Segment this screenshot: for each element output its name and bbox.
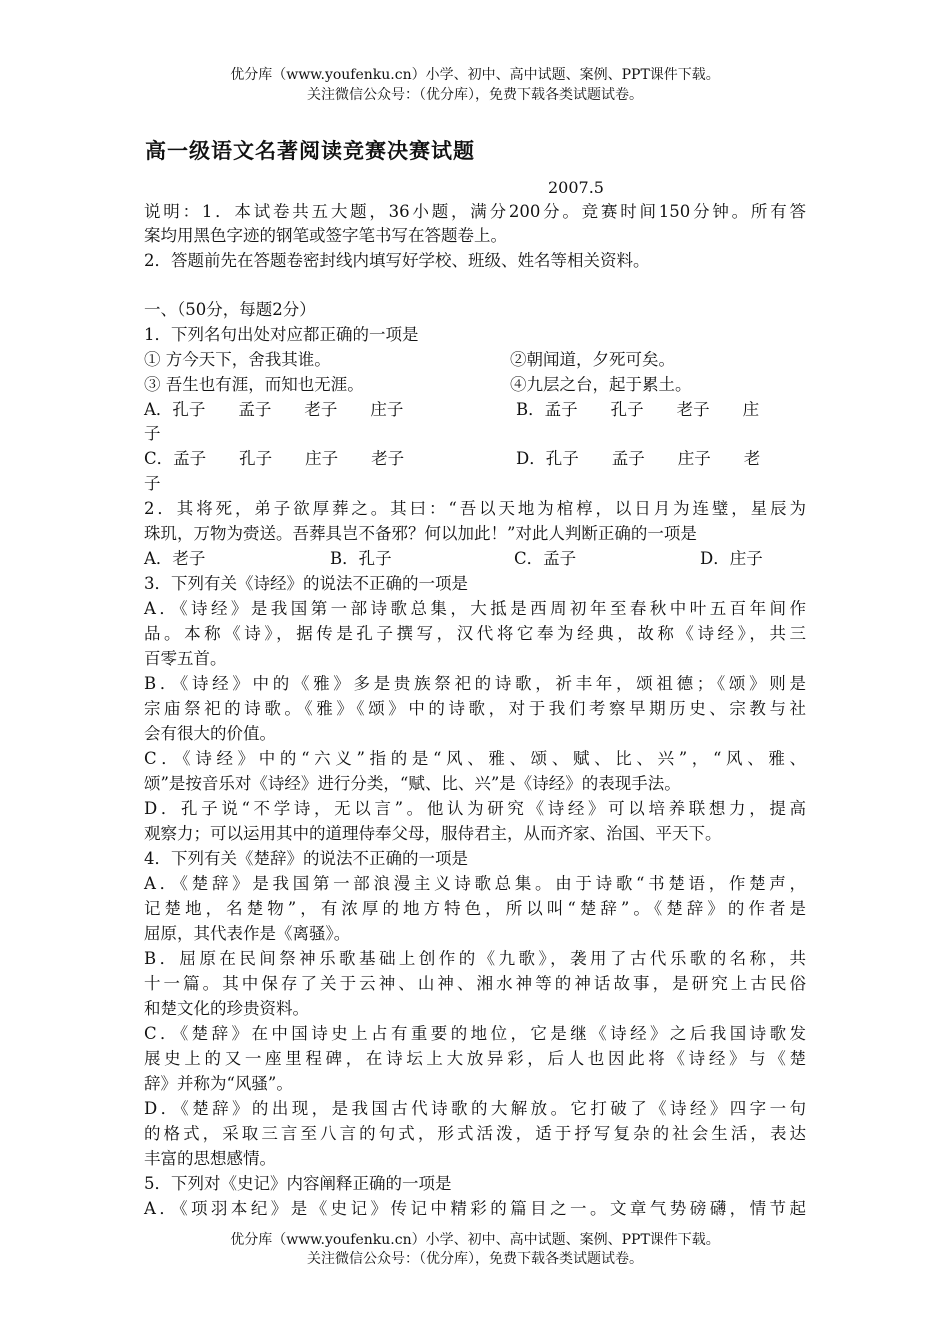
q2-option-b: B．孔子 bbox=[330, 549, 392, 568]
q4-line: 屈原，其代表作是《离骚》。 bbox=[144, 924, 351, 943]
q4-line: 记楚地，名楚物”，有浓厚的地方特色，所以叫“楚辞”。《楚辞》的作者是 bbox=[144, 899, 806, 918]
q4-line: B．屈原在民间祭神乐歌基础上创作的《九歌》，袭用了古代乐歌的名称，共 bbox=[144, 949, 806, 968]
q1-item-4: ④九层之台，起于累土。 bbox=[510, 375, 692, 394]
q3-line: 颂”是按音乐对《诗经》进行分类，“赋、比、兴”是《诗经》的表现手法。 bbox=[144, 774, 681, 793]
q1-items-row-2 bbox=[144, 373, 806, 397]
q3-stem: 3．下列有关《诗经》的说法不正确的一项是 bbox=[144, 574, 468, 593]
q5-line: A．《项羽本纪》是《史记》传记中精彩的篇目之一。文章气势磅礴，情节起 bbox=[144, 1199, 806, 1218]
q2-option-d: D．庄子 bbox=[700, 549, 763, 568]
instruction-line: 案均用黑色字迹的钢笔或签字笔书写在答题卷上。 bbox=[144, 226, 507, 245]
q4-line: C．《楚辞》在中国诗史上占有重要的地位，它是继《诗经》之后我国诗歌发 bbox=[144, 1024, 806, 1043]
header-line-1: 优分库（www.youfenku.cn）小学、初中、高中试题、案例、PPT课件下载。 bbox=[230, 67, 720, 83]
q1-item-3: ③ 吾生也有涯，而知也无涯。 bbox=[144, 375, 364, 394]
footer-line-2: 关注微信公众号：（优分库），免费下载各类试题试卷。 bbox=[307, 1251, 643, 1267]
q3-line: 观察力；可以运用其中的道理侍奉父母，服侍君主，从而齐家、治国、平天下。 bbox=[144, 824, 722, 843]
footer-line-1: 优分库（www.youfenku.cn）小学、初中、高中试题、案例、PPT课件下载。 bbox=[230, 1232, 720, 1248]
q4-line: A．《楚辞》是我国第一部浪漫主义诗歌总集。由于诗歌“书楚语，作楚声， bbox=[144, 874, 806, 893]
q4-line: 辞》并称为“风骚”。 bbox=[144, 1074, 293, 1093]
q4-line: 的格式，采取三言至八言的句式，形式活泼，适于抒写复杂的社会生活，表达 bbox=[144, 1124, 806, 1143]
q1-options-row-2 bbox=[144, 447, 806, 471]
q2-line: 珠玑，万物为赍送。吾葬具岂不备邪？何以加此！”对此人判断正确的一项是 bbox=[144, 524, 697, 543]
q3-line: D．孔子说“不学诗，无以言”。他认为研究《诗经》可以培养联想力，提高 bbox=[144, 799, 806, 818]
q1-option-c: C．孟子 孔子 庄子 老子 bbox=[144, 449, 405, 468]
q2-option-c: C．孟子 bbox=[514, 549, 577, 568]
q4-line: 展史上的又一座里程碑，在诗坛上大放异彩，后人也因此将《诗经》与《楚 bbox=[144, 1049, 806, 1068]
q2-line: 2．其将死，弟子欲厚葬之。其曰：“吾以天地为棺椁，以日月为连璧，星辰为 bbox=[144, 499, 806, 518]
instruction-line: 2．答题前先在答题卷密封线内填写好学校、班级、姓名等相关资料。 bbox=[144, 251, 650, 270]
q1-items-row-1 bbox=[144, 348, 806, 372]
q3-line: 品。本称《诗》，据传是孔子撰写，汉代将它奉为经典，故称《诗经》，共三 bbox=[144, 624, 806, 643]
q1-option-d-wrap: 子 bbox=[144, 474, 161, 493]
q3-line: 宗庙祭祀的诗歌。《雅》《颂》中的诗歌，对于我们考察早期历史、宗教与社 bbox=[144, 699, 806, 718]
q1-options-row-1 bbox=[144, 398, 806, 422]
q1-item-1: ① 方今天下，舍我其谁。 bbox=[144, 350, 331, 369]
q1-option-a: A．孔子 孟子 老子 庄子 bbox=[144, 400, 404, 419]
q1-option-d: D．孔子 孟子 庄子 老 bbox=[516, 449, 761, 468]
q3-line: A．《诗经》是我国第一部诗歌总集，大抵是西周初年至春秋中叶五百年间作 bbox=[144, 599, 806, 618]
q1-stem: 1．下列名句出处对应都正确的一项是 bbox=[144, 325, 419, 344]
q4-line: 十一篇。其中保存了关于云神、山神、湘水神等的神话故事，是研究上古民俗 bbox=[144, 974, 806, 993]
q4-line: 丰富的思想感情。 bbox=[144, 1149, 276, 1168]
q3-line: C．《诗经》中的“六义”指的是“风、雅、颂、赋、比、兴”，“风、雅、 bbox=[144, 749, 806, 768]
page-title: 高一级语文名著阅读竞赛决赛试题 bbox=[145, 139, 475, 163]
section-heading: 一、（50分，每题2分） bbox=[144, 300, 316, 319]
q4-line: D．《楚辞》的出现，是我国古代诗歌的大解放。它打破了《诗经》四字一句 bbox=[144, 1099, 806, 1118]
q1-item-2: ②朝闻道，夕死可矣。 bbox=[510, 350, 675, 369]
instruction-line: 说明：1．本试卷共五大题，36小题，满分200分。竞赛时间150分钟。所有答 bbox=[144, 202, 806, 221]
q3-line: 百零五首。 bbox=[144, 649, 227, 668]
q1-option-b: B．孟子 孔子 老子 庄 bbox=[516, 400, 760, 419]
q4-line: 和楚文化的珍贵资料。 bbox=[144, 999, 309, 1018]
q3-line: 会有很大的价值。 bbox=[144, 724, 276, 743]
exam-date: 2007.5 bbox=[548, 178, 604, 197]
header-line-2: 关注微信公众号：（优分库），免费下载各类试题试卷。 bbox=[307, 87, 643, 103]
q5-stem: 5．下列对《史记》内容阐释正确的一项是 bbox=[144, 1174, 452, 1193]
q2-option-a: A．老子 bbox=[144, 549, 206, 568]
q2-options bbox=[144, 547, 806, 571]
q4-stem: 4．下列有关《楚辞》的说法不正确的一项是 bbox=[144, 849, 468, 868]
q1-option-b-wrap: 子 bbox=[144, 424, 161, 443]
q3-line: B．《诗经》中的《雅》多是贵族祭祀的诗歌，祈丰年，颂祖德；《颂》则是 bbox=[144, 674, 806, 693]
